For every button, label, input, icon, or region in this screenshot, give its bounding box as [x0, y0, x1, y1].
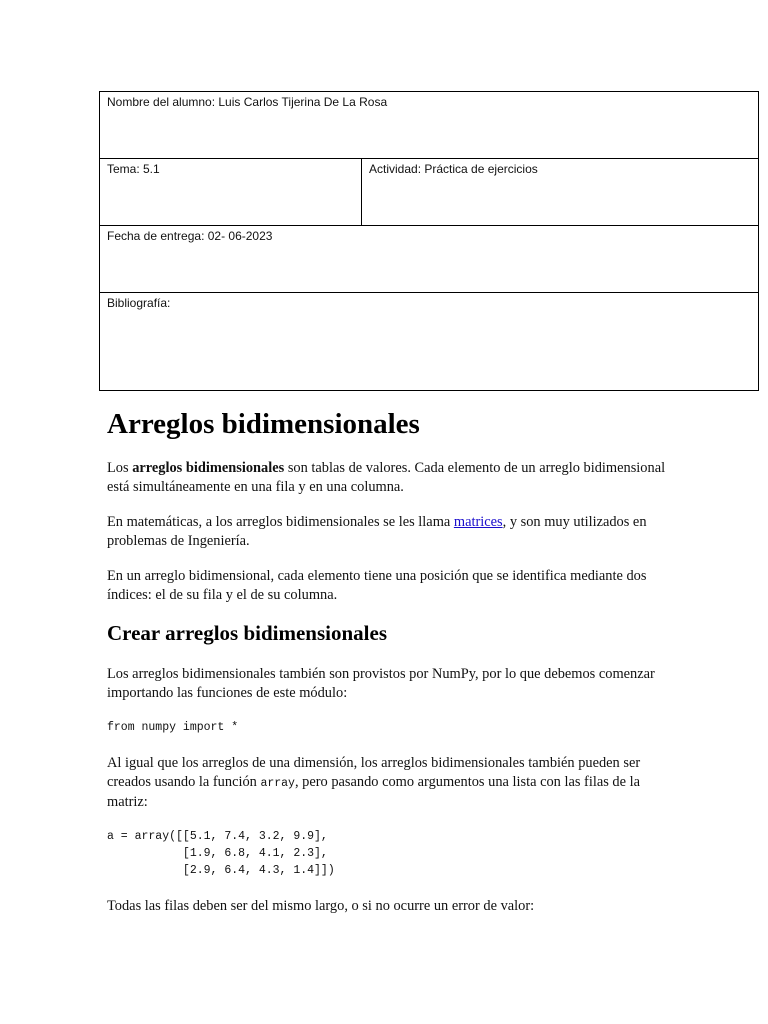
page-title: Arreglos bidimensionales: [107, 408, 420, 440]
activity-cell: Actividad: Práctica de ejercicios: [362, 159, 759, 226]
inline-code: array: [260, 777, 295, 790]
array-code-block: a = array([[5.1, 7.4, 3.2, 9.9], [1.9, 6.8, 4.1, 2.3], [2.9, 6.4, 4.3, 1.4]]): [107, 830, 335, 877]
import-code-block: from numpy import *: [107, 721, 239, 734]
array-paragraph: Al igual que los arreglos de una dimensión, los arreglos bidimensionales también pueden ser creados usando la función array, pero pasando como argumentos una lista con las filas de la matriz:: [107, 755, 641, 810]
due-date-cell: Fecha de entrega: 02- 06-2023: [100, 226, 759, 293]
article-content: [107, 408, 667, 932]
section-title: Crear arreglos bidimensionales: [107, 621, 387, 645]
indices-paragraph: En un arreglo bidimensional, cada elemento tiene una posición que se identifica mediante dos índices: el de su fila y el de su columna.: [107, 568, 647, 603]
matrices-link[interactable]: matrices: [453, 514, 503, 530]
bold-term: arreglos bidimensionales: [132, 460, 285, 476]
rows-paragraph: Todas las filas deben ser del mismo largo, o si no ocurre un error de valor:: [107, 898, 535, 914]
student-name-cell: Nombre del alumno: Luis Carlos Tijerina De La Rosa: [100, 92, 759, 159]
bibliography-cell: Bibliografía:: [100, 293, 759, 391]
intro-paragraph: Los arreglos bidimensionales son tablas de valores. Cada elemento de un arreglo bidimensional está simultáneamente en una fila y en una columna.: [107, 460, 666, 495]
topic-cell: Tema: 5.1: [100, 159, 362, 226]
numpy-paragraph: Los arreglos bidimensionales también son provistos por NumPy, por lo que debemos comenzar importando las funciones de este módulo:: [107, 666, 655, 701]
matrices-paragraph: En matemáticas, a los arreglos bidimensionales se les llama matrices, y son muy utilizados en problemas de Ingeniería.: [107, 514, 647, 549]
student-info-table: [99, 91, 759, 391]
